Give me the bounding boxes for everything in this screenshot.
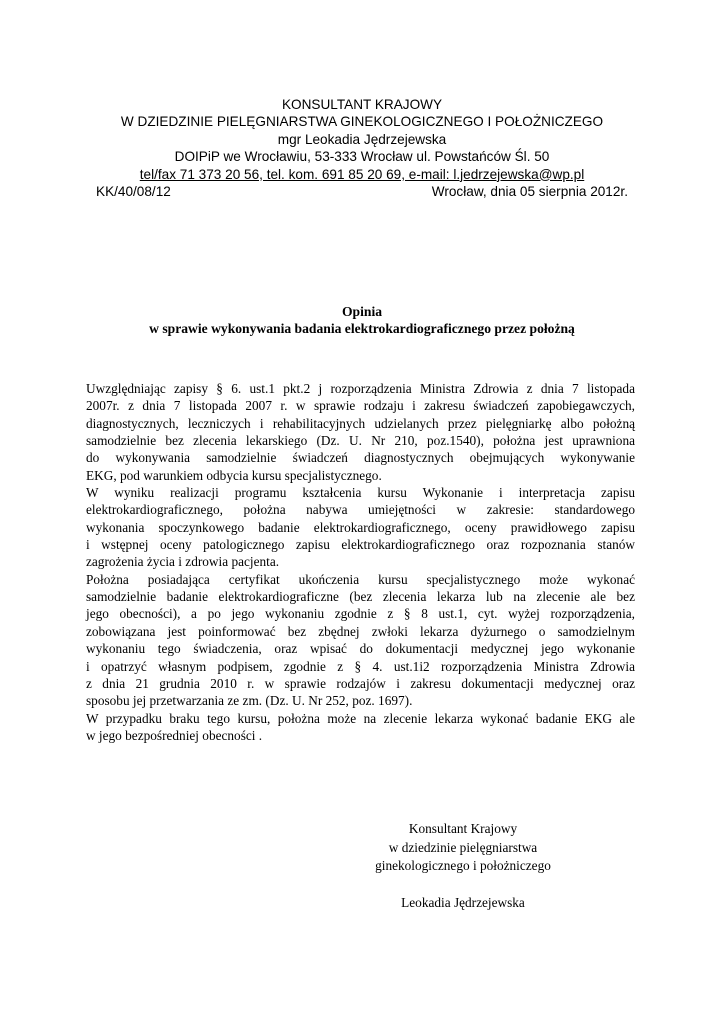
body-line: i opatrzyć własnym podpisem, zgodnie z § 4. ust.1i2 rozporządzenia Ministra Zdrowia bbox=[86, 658, 635, 674]
signature-role: Konsultant Krajowy bbox=[408, 821, 518, 836]
body-line: i wstępnej oceny patologicznego zapisu elektrokardiograficznego oraz rozpoznania stanów bbox=[86, 537, 635, 553]
body-line: W wyniku realizacji programu kształcenia kursu Wykonanie i interpretacja zapisu bbox=[86, 485, 635, 501]
letterhead-field: W DZIEDZINIE PIELĘGNIARSTWA GINEKOLOGICZNEGO I POŁOŻNICZEGO bbox=[120, 114, 604, 130]
body-line: Położna posiadająca certyfikat ukończenia kursu specjalistycznego może wykonać bbox=[86, 571, 635, 587]
opinion-body bbox=[86, 380, 635, 744]
signature-field: w dziedzinie pielęgniarstwa bbox=[388, 839, 538, 855]
body-line: EKG, pod warunkiem odbycia kursu specjalistycznego. bbox=[86, 467, 382, 483]
title-heading: Opinia bbox=[341, 304, 383, 319]
body-line: 2007r. z dnia 7 listopada 2007 r. w sprawie rodzaju i zakresu świadczeń zapobiegawczych, bbox=[86, 398, 635, 414]
signature-field-cont: ginekologicznego i położniczego bbox=[375, 858, 551, 874]
body-line: Uwzględniając zapisy § 6. ust.1 pkt.2 j rozporządzenia Ministra Zdrowia z dnia 7 listopada bbox=[86, 381, 635, 396]
body-line: do wykonywania samodzielnie świadczeń diagnostycznych obejmujących wykonywanie bbox=[86, 450, 635, 466]
document-title bbox=[0, 303, 724, 337]
letterhead-title: KONSULTANT KRAJOWY bbox=[281, 97, 443, 112]
title-subject: w sprawie wykonywania badania elektrokardiograficznego przez położną bbox=[149, 321, 575, 337]
body-line: sposobu jej przetwarzania ze zm. (Dz. U. Nr 252, poz. 1697). bbox=[86, 693, 413, 709]
body-line: w jego bezpośredniej obecności . bbox=[86, 727, 263, 743]
body-line: jego obecności), a po jego wykonaniu zgodnie z § 8 ust.1, cyt. wyżej rozporządzenia, bbox=[86, 606, 635, 622]
letterhead-author: mgr Leokadia Jędrzejewska bbox=[277, 131, 447, 147]
signature-name: Leokadia Jędrzejewska bbox=[401, 895, 525, 911]
letterhead bbox=[0, 96, 724, 183]
body-line: elektrokardiograficznego, położna nabywa umiejętności w zakresie: standardowego bbox=[86, 502, 635, 518]
reference-number: KK/40/08/12 bbox=[96, 184, 171, 199]
signature-block bbox=[345, 820, 581, 913]
body-line: W przypadku braku tego kursu, położna może na zlecenie lekarza wykonać badanie EKG ale bbox=[86, 710, 635, 726]
letterhead-address: DOIPiP we Wrocławiu, 53-333 Wrocław ul. Powstańców Śl. 50 bbox=[174, 149, 550, 165]
body-line: z dnia 21 grudnia 2010 r. w sprawie rodzajów i zakresu dokumentacji medycznej oraz bbox=[86, 675, 635, 691]
document-date: Wrocław, dnia 05 sierpnia 2012r. bbox=[431, 184, 628, 199]
letterhead-contact: tel/fax 71 373 20 56, tel. kom. 691 85 20 69, e-mail: l.jedrzejewska@wp.pl bbox=[139, 166, 585, 182]
body-line: zobowiązana jest poinformować bez zbędnej zwłoki lekarza dyżurnego o samodzielnym bbox=[86, 623, 635, 639]
body-line: samodzielnie bez zlecenia lekarskiego (Dz. U. Nr 210, poz.1540), położna jest uprawniona bbox=[86, 433, 635, 449]
body-line: wykonaniu tego świadczenia, oraz wpisać do dokumentacji medycznej jego wykonanie bbox=[86, 641, 635, 657]
body-line: wykonania spoczynkowego badanie elektrokardiograficznego, oceny prawidłowego zapisu bbox=[86, 519, 635, 535]
body-line: diagnostycznych, leczniczych i rehabilitacyjnych udzielanych przez pielęgniarkę albo położną bbox=[86, 415, 635, 431]
body-line: samodzielnie badanie elektrokardiograficzne (bez zlecenia lekarza lub na zlecenie ale bez bbox=[86, 589, 635, 605]
body-line: zagrożenia życia i zdrowia pacjenta. bbox=[86, 554, 280, 570]
